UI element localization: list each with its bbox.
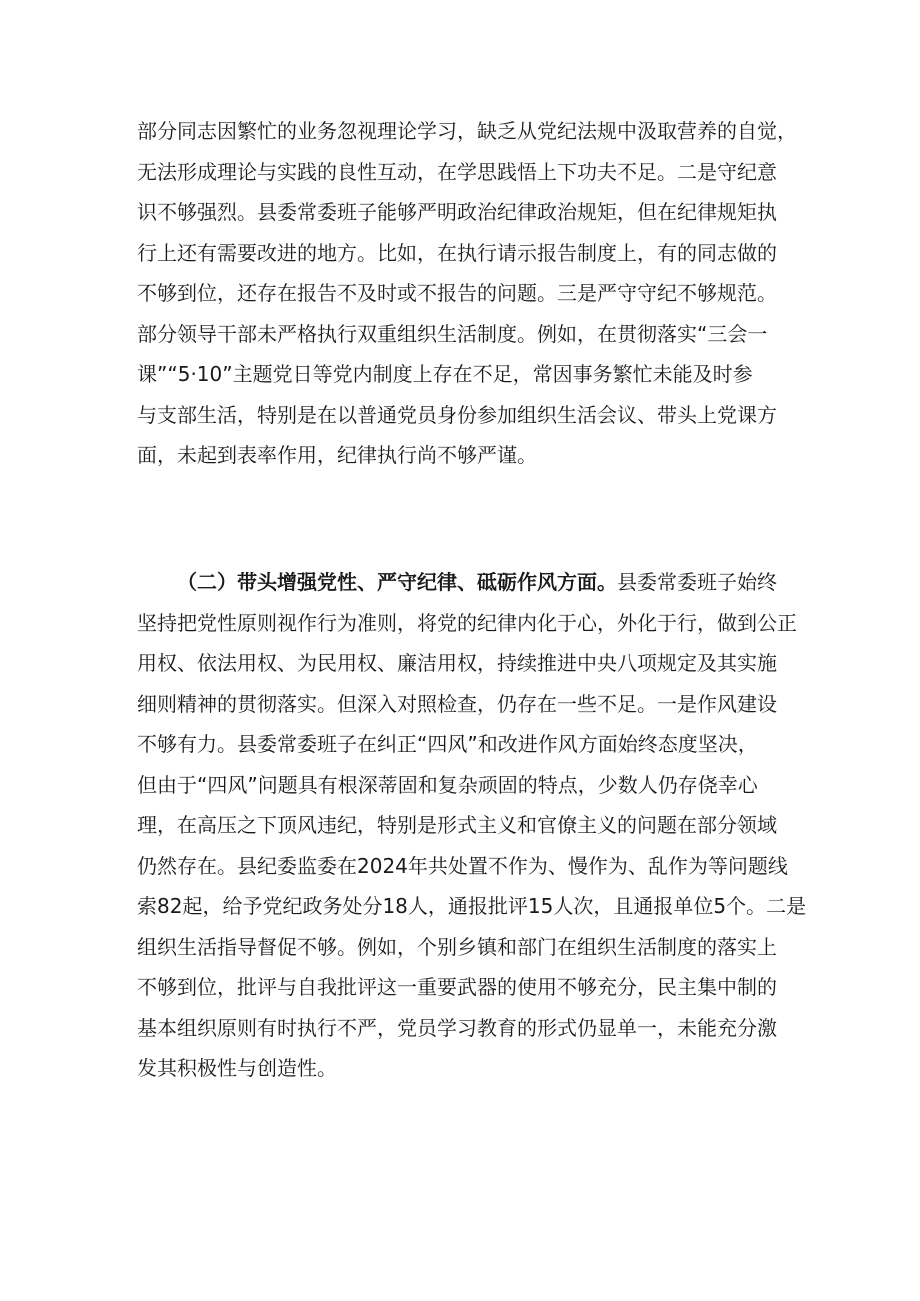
text-line: 不够有力。县委常委班子在纠正“四风”和改进作风方面始终态度坚决，: [137, 732, 758, 756]
text-line: 与支部生活，特别是在以普通党员身份参加组织生活会议、带头上党课方: [137, 402, 777, 427]
text-line-first: [137, 562, 797, 603]
text-line: 不够到位，还存在报告不及时或不报告的问题。三是严守守纪不够规范。: [137, 281, 777, 305]
text-line: 行上还有需要改进的地方。比如，在执行请示报告制度上，有的同志做的: [137, 240, 777, 265]
text-line: 部分领导干部未严格执行双重组织生活制度。例如，在贯彻落实“三会一: [137, 321, 768, 346]
text-line: 面，未起到表率作用，纪律执行尚不够严谨。: [137, 443, 537, 467]
text-line: 用权、依法用权、为民用权、廉洁用权，持续推进中央八项规定及其实施: [137, 651, 777, 675]
text-line: 仍然存在。县纪委监委在2024年共处置不作为、慢作为、乱作为等问题线: [137, 853, 788, 878]
text-line: 细则精神的贯彻落实。但深入对照检查，仍存在一些不足。一是作风建设: [137, 691, 777, 716]
text-line: 课”“5·10”主题党日等党内制度上存在不足，常因事务繁忙未能及时参: [137, 362, 753, 386]
text-line: 识不够强烈。县委常委班子能够严明政治纪律政治规矩，但在纪律规矩执: [137, 200, 777, 224]
text-line: 不够到位，批评与自我批评这一重要武器的使用不够充分，民主集中制的: [137, 975, 777, 999]
text-line: 组织生活指导督促不够。例如，个别乡镇和部门在组织生活制度的落实上: [137, 934, 777, 959]
section-heading: （二）带头增强党性、严守纪律、砥砺作风方面。: [177, 570, 617, 594]
text-line: 但由于“四风”问题具有根深蒂固和复杂顽固的特点，少数人仍存侥幸心: [137, 772, 758, 797]
paragraph-1: [137, 111, 797, 476]
text-line: 坚持把党性原则视作行为准则，将党的纪律内化于心，外化于行，做到公正: [137, 610, 797, 635]
paragraph-2: [137, 562, 807, 1089]
text-run: 县委常委班子始终: [617, 570, 777, 594]
text-line: 索82起，给予党纪政务处分18人，通报批评15人次，且通报单位5个。二是: [137, 894, 807, 918]
text-line: 无法形成理论与实践的良性互动，在学思践悟上下功夫不足。二是守纪意: [137, 159, 777, 184]
text-line: 基本组织原则有时执行不严，党员学习教育的形式仍显单一，未能充分激: [137, 1015, 777, 1040]
text-line: 理，在高压之下顶风违纪，特别是形式主义和官僚主义的问题在部分领域: [137, 813, 777, 837]
text-line: 部分同志因繁忙的业务忽视理论学习，缺乏从党纪法规中汲取营养的自觉，: [137, 119, 797, 143]
text-line: 发其积极性与创造性。: [137, 1056, 337, 1080]
